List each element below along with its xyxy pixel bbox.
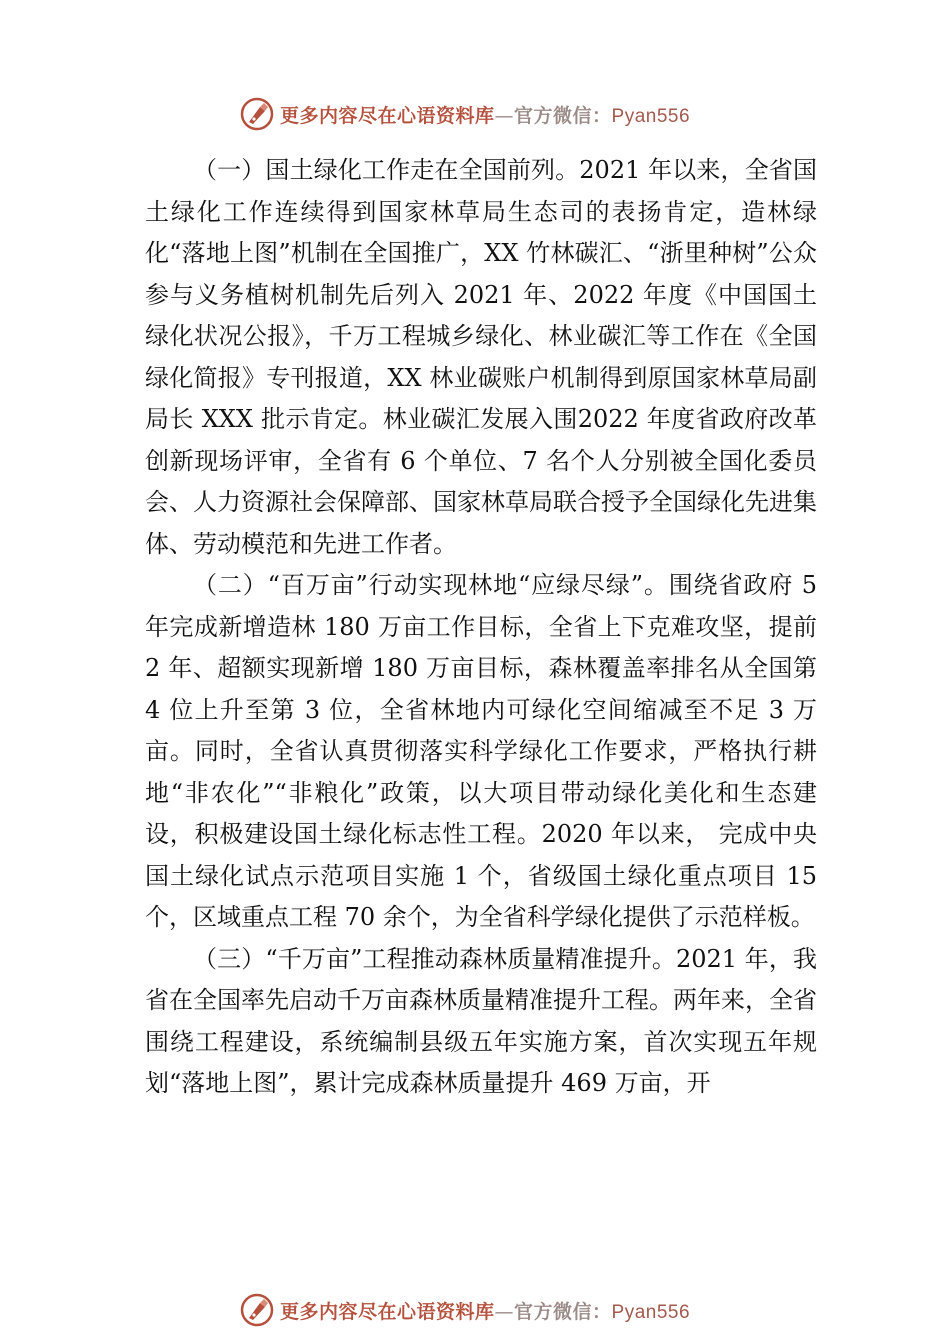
pen-nib-logo-icon xyxy=(240,1293,274,1327)
header-watermark-main: 更多内容尽在心语资料库 xyxy=(280,104,495,127)
header-watermark-account: Pyan556 xyxy=(611,105,691,127)
footer-watermark-sep: — xyxy=(494,1300,515,1323)
pen-nib-logo-icon xyxy=(240,97,274,131)
footer-watermark xyxy=(240,1292,760,1328)
footer-watermark-label: 官方微信： xyxy=(514,1300,612,1323)
header-watermark xyxy=(240,96,760,132)
footer-watermark-main: 更多内容尽在心语资料库 xyxy=(280,1300,495,1323)
footer-watermark-account: Pyan556 xyxy=(611,1301,691,1323)
header-watermark-label: 官方微信： xyxy=(514,104,612,127)
paragraph-3: （三）“千万亩”工程推动森林质量精准提升。2021 年，我省在全国率先启动千万亩森林质量精准提升工程。两年来，全省围绕工程建设，系统编制县级五年实施方案，首次实现五年规划“落地上图”，累计完成森林质量提升 469 万亩，开 xyxy=(145,944,817,1097)
header-watermark-text xyxy=(280,101,690,128)
paragraph-1: （一）国土绿化工作走在全国前列。2021 年以来，全省国土绿化工作连续得到国家林草局生态司的表扬肯定，造林绿化“落地上图”机制在全国推广，XX 竹林碳汇、“浙里种树”公众参与义务植树机制先后列入 2021 年、2022 年度《中国国土绿化状况公报》，千万工程城乡绿化、林业碳汇等工作在《全国绿化简报》专刊报道，XX 林业碳账户机制得到原国家林草局副局长 XXX 批示肯定。林业碳汇发展入围2022 年度省政府改革创新现场评审，全省有 6 个单位、7 名个人分别被全国化委员会、人力资源社会保障部、国家林草局联合授予全国绿化先进集体、劳动模范和先进工作者。 xyxy=(145,156,817,558)
footer-watermark-text xyxy=(280,1297,690,1324)
header-watermark-sep: — xyxy=(494,104,515,127)
document-body xyxy=(145,150,817,1105)
paragraph-2: （二）“百万亩”行动实现林地“应绿尽绿”。围绕省政府 5 年完成新增造林 180 万亩工作目标，全省上下克难攻坚，提前 2 年、超额实现新增 180 万亩目标，森林覆盖率排名从全国第 4 位上升至第 3 位，全省林地内可绿化空间缩减至不足 3 万亩。同时，全省认真贯彻落实科学绿化工作要求，严格执行耕地“非农化”“非粮化”政策，以大项目带动绿化美化和生态建设，积极建设国土绿化标志性工程。2020 年以来， 完成中央国土绿化试点示范项目实施 1 个，省级国土绿化重点项目 15 个，区域重点工程 70 余个，为全省科学绿化提供了示范样板。 xyxy=(145,571,817,931)
